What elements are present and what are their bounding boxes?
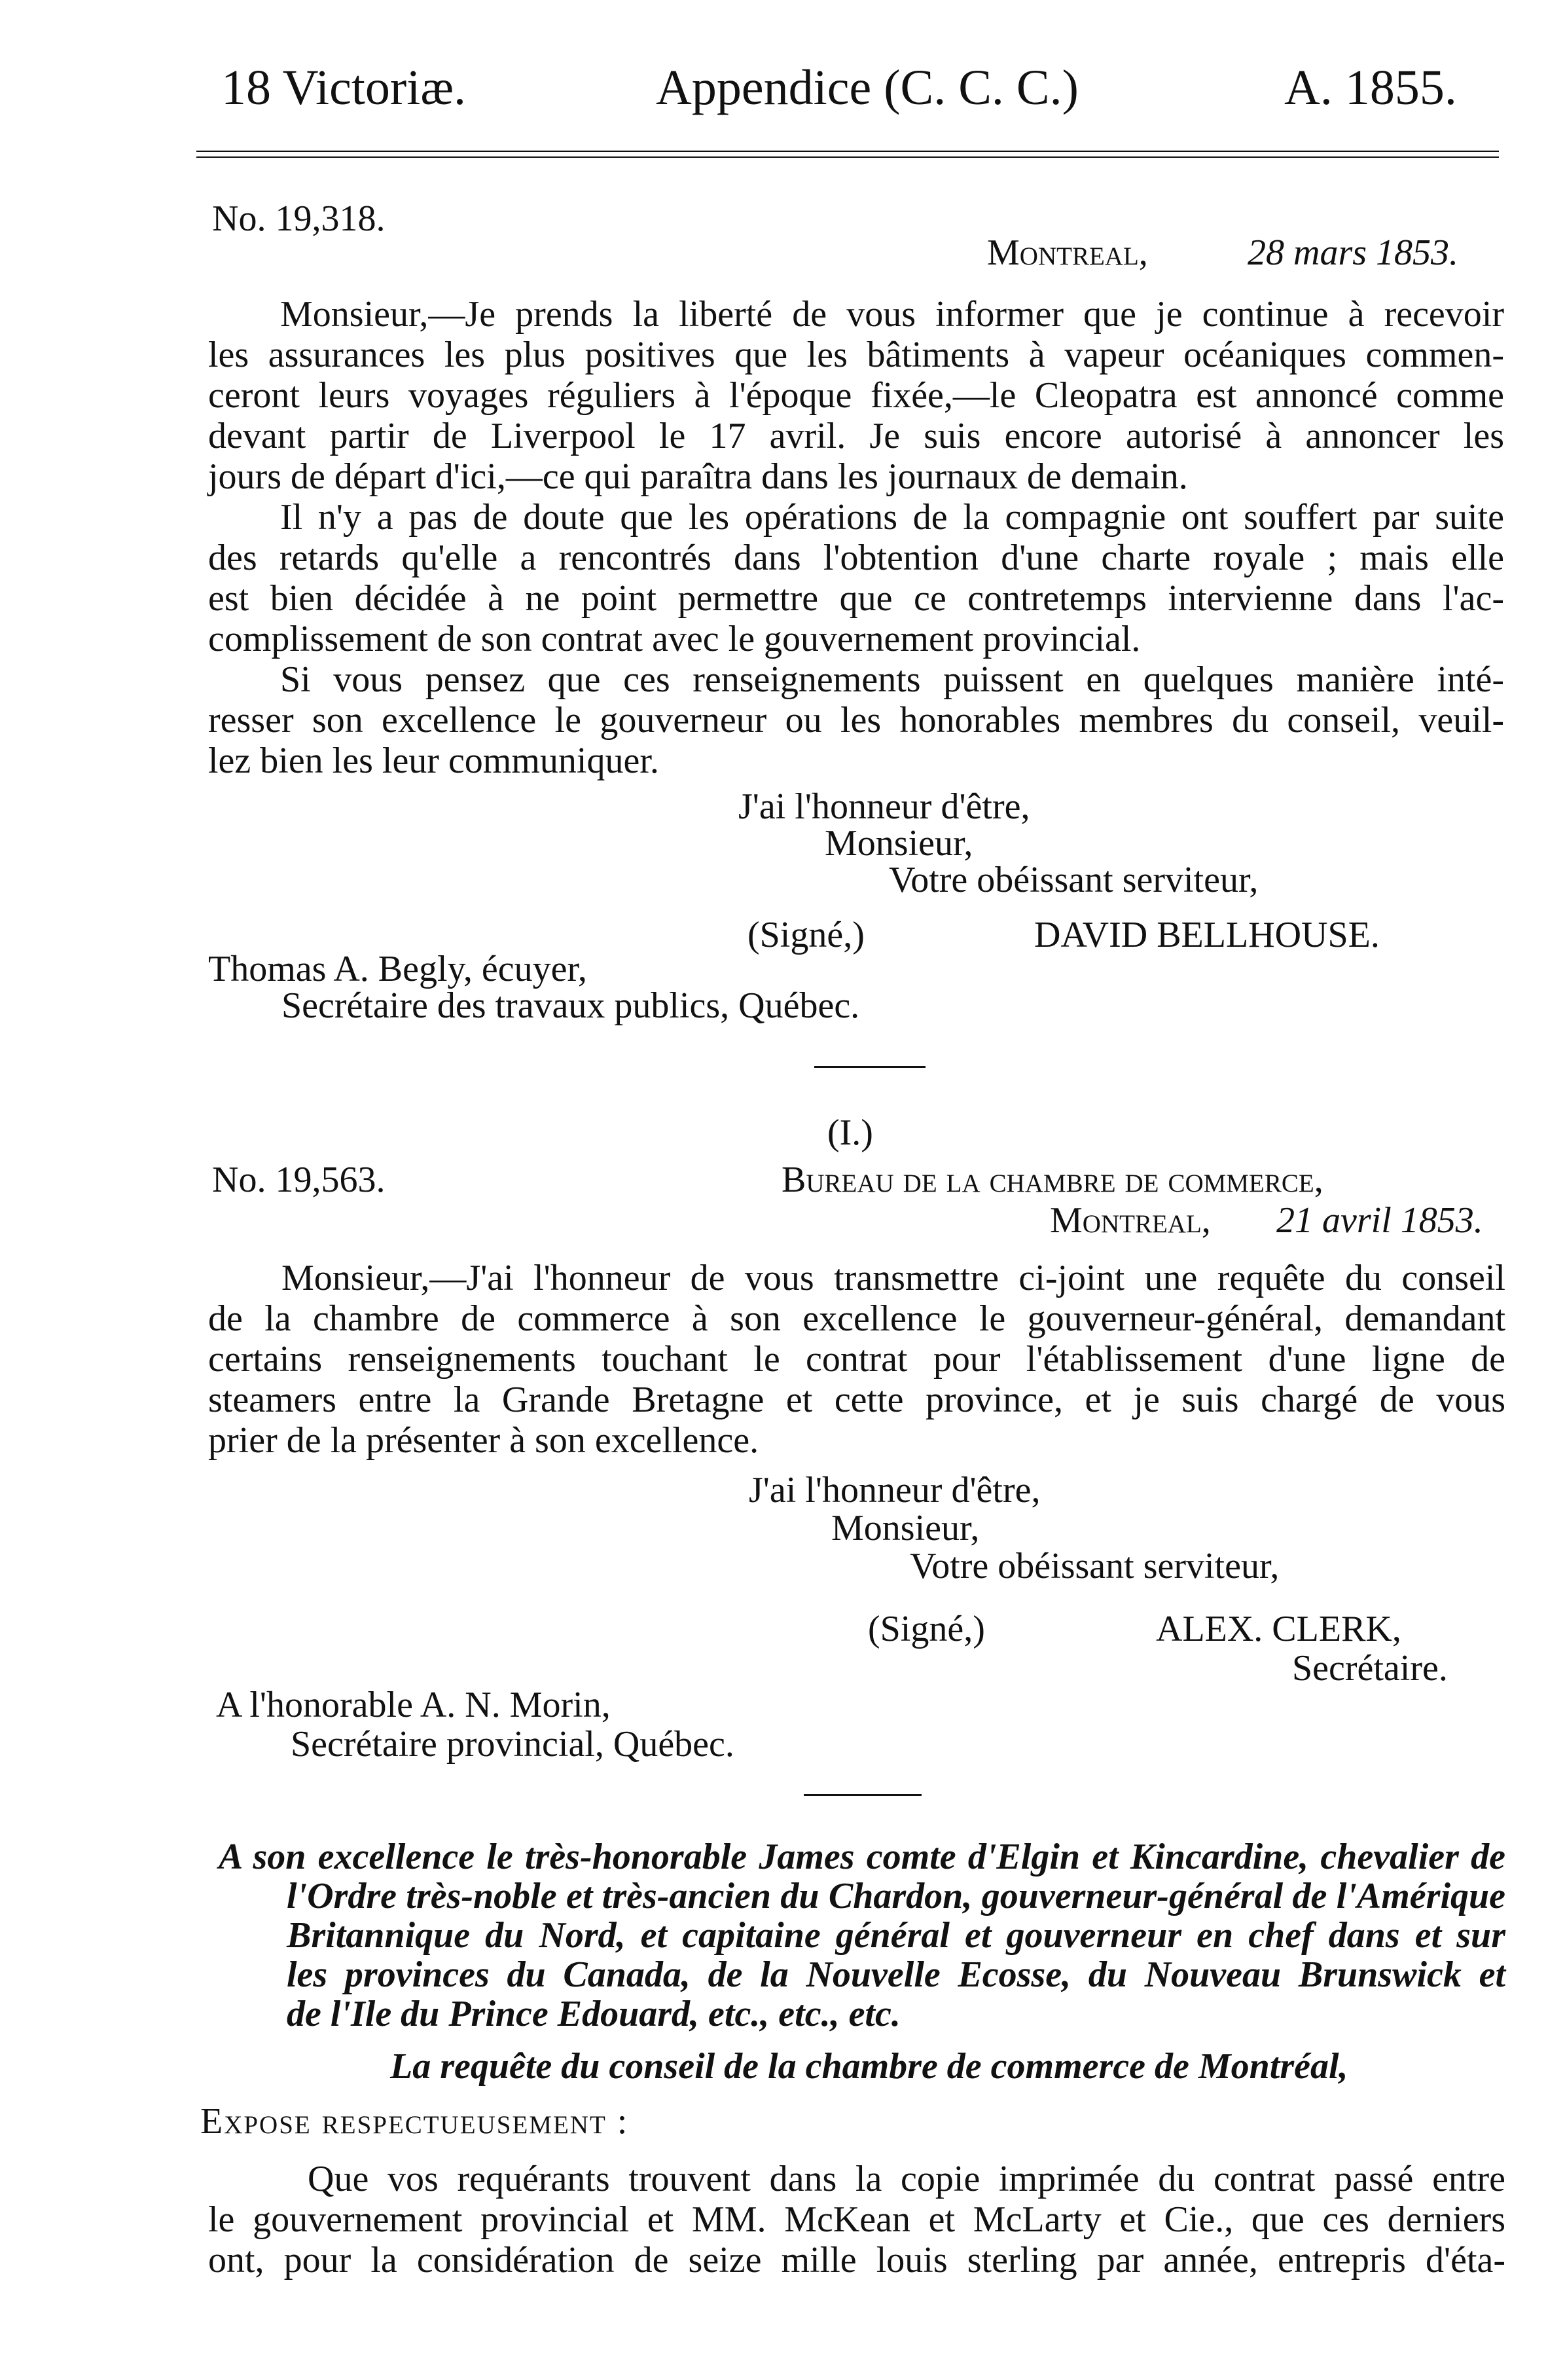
letter1-p3-line3: lez bien les leur communiquer. bbox=[208, 741, 659, 781]
letter1-number: No. 19,318. bbox=[212, 198, 386, 239]
header-appendix: Appendice (C. C. C.) bbox=[656, 60, 1079, 115]
letter1-dateline-date: 28 mars 1853. bbox=[1248, 232, 1459, 273]
petition-address-line3: Britannique du Nord, et capitaine général et gouverneur en chef dans et sur bbox=[287, 1915, 1505, 1956]
letter2-office: Bureau de la chambre de commerce, bbox=[782, 1160, 1323, 1200]
letter1-p2-line4: complissement de son contrat avec le gouvernement provincial. bbox=[208, 619, 1141, 659]
letter1-signed-label: (Signé,) bbox=[747, 915, 865, 955]
letter1-dateline-place: Montreal, bbox=[987, 232, 1148, 273]
header-session: 18 Victoriæ. bbox=[221, 60, 467, 115]
petition-body-line3: ont, pour la considération de seize mille louis sterling par année, entrepris d'éta- bbox=[208, 2240, 1505, 2280]
letter1-p2-line2: des retards qu'elle a rencontrés dans l'obtention d'une charte royale ; mais elle bbox=[208, 538, 1504, 578]
letter1-p3-line2: resser son excellence le gouverneur ou les honorables membres du conseil, veuil- bbox=[208, 700, 1504, 741]
letter2-line1: Monsieur,—J'ai l'honneur de vous transmettre ci-joint une requête du conseil bbox=[281, 1258, 1505, 1298]
letter1-closing-line1: J'ai l'honneur d'être, bbox=[738, 786, 1030, 827]
petition-body-line2: le gouvernement provincial et MM. McKean et McLarty et Cie., que ces derniers bbox=[208, 2199, 1505, 2240]
letter1-p1-line4: devant partir de Liverpool le 17 avril. Je suis encore autorisé à annoncer les bbox=[208, 416, 1504, 456]
letter2-closing-line2: Monsieur, bbox=[831, 1508, 980, 1548]
letter1-p1-line2: les assurances les plus positives que les bâtiments à vapeur océaniques commen- bbox=[208, 335, 1504, 375]
letter2-addressee-line2: Secrétaire provincial, Québec. bbox=[291, 1724, 734, 1765]
letter2-signer-title: Secrétaire. bbox=[1292, 1648, 1448, 1689]
letter2-signed-label: (Signé,) bbox=[868, 1609, 985, 1649]
separator-rule-2 bbox=[804, 1794, 922, 1796]
letter1-p2-line3: est bien décidée à ne point permettre que ce contretemps intervienne dans l'ac- bbox=[208, 578, 1504, 619]
petition-address-line1: A son excellence le très-honorable James comte d'Elgin et Kincardine, chevalier de bbox=[219, 1837, 1505, 1877]
letter2-number: No. 19,563. bbox=[212, 1160, 386, 1200]
separator-rule-1 bbox=[814, 1066, 926, 1068]
letter2-dateline-place: Montreal, bbox=[1050, 1200, 1211, 1241]
letter2-line5: prier de la présenter à son excellence. bbox=[208, 1420, 759, 1461]
letter1-closing-line3: Votre obéissant serviteur, bbox=[889, 860, 1259, 900]
letter1-addressee-line2: Secrétaire des travaux publics, Québec. bbox=[281, 985, 860, 1026]
letter1-p1-line1: Monsieur,—Je prends la liberté de vous informer que je continue à recevoir bbox=[280, 294, 1504, 335]
letter1-p1-line3: ceront leurs voyages réguliers à l'époque fixée,—le Cleopatra est annoncé comme bbox=[208, 375, 1504, 416]
petition-subtitle: La requête du conseil de la chambre de commerce de Montréal, bbox=[390, 2046, 1348, 2087]
letter2-marker: (I.) bbox=[827, 1112, 873, 1153]
petition-expose: Expose respectueusement : bbox=[200, 2101, 629, 2142]
letter2-closing-line3: Votre obéissant serviteur, bbox=[910, 1546, 1280, 1586]
petition-body-line1: Que vos requérants trouvent dans la copie imprimée du contrat passé entre bbox=[308, 2159, 1505, 2199]
letter1-closing-line2: Monsieur, bbox=[825, 823, 973, 864]
letter1-addressee-line1: Thomas A. Begly, écuyer, bbox=[208, 949, 587, 989]
letter2-addressee-line1: A l'honorable A. N. Morin, bbox=[216, 1685, 611, 1725]
letter2-line3: certains renseignements touchant le contrat pour l'établissement d'une ligne de bbox=[208, 1339, 1505, 1380]
petition-address-line5: de l'Ile du Prince Edouard, etc., etc., etc. bbox=[287, 1994, 901, 2034]
letter1-p3-line1: Si vous pensez que ces renseignements puissent en quelques manière inté- bbox=[280, 659, 1504, 700]
letter2-closing-line1: J'ai l'honneur d'être, bbox=[749, 1470, 1041, 1510]
letter1-p1-line5: jours de départ d'ici,—ce qui paraîtra dans les journaux de demain. bbox=[208, 456, 1188, 497]
letter2-line4: steamers entre la Grande Bretagne et cette province, et je suis chargé de vous bbox=[208, 1380, 1505, 1420]
petition-address-line4: les provinces du Canada, de la Nouvelle Ecosse, du Nouveau Brunswick et bbox=[287, 1954, 1505, 1995]
header-rule bbox=[196, 151, 1499, 158]
letter2-signer: ALEX. CLERK, bbox=[1156, 1609, 1401, 1649]
petition-address-line2: l'Ordre très-noble et très-ancien du Chardon, gouverneur-général de l'Amérique bbox=[287, 1876, 1505, 1916]
header-year: A. 1855. bbox=[1284, 60, 1457, 115]
letter2-line2: de la chambre de commerce à son excellence le gouverneur-général, demandant bbox=[208, 1298, 1505, 1339]
letter1-signer: DAVID BELLHOUSE. bbox=[1034, 915, 1380, 955]
letter1-p2-line1: Il n'y a pas de doute que les opérations de la compagnie ont souffert par suite bbox=[280, 497, 1504, 538]
letter2-dateline-date: 21 avril 1853. bbox=[1276, 1200, 1483, 1241]
